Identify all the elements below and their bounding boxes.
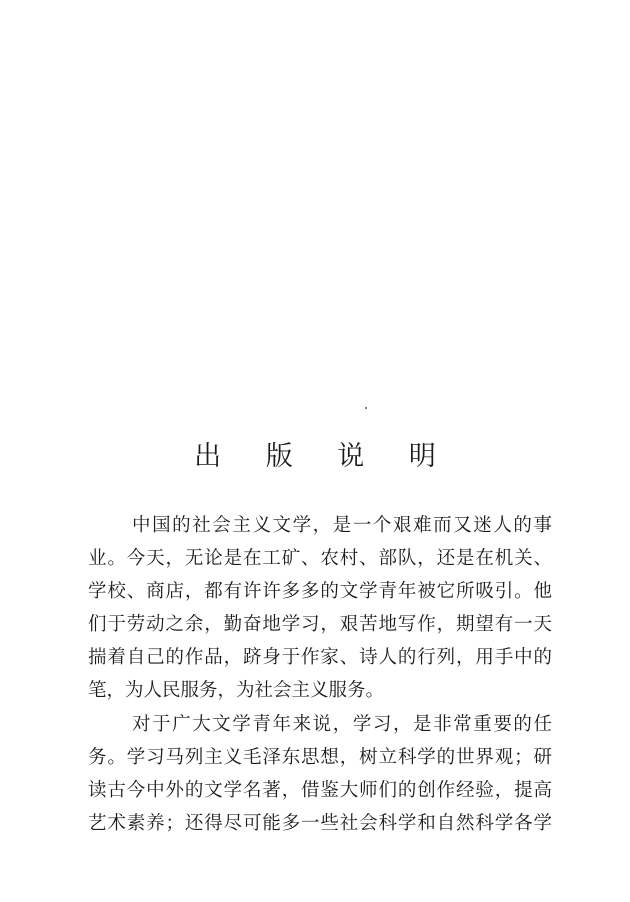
- text-line: 们于劳动之余，勤奋地学习，艰苦地写作，期望有一天: [88, 614, 552, 635]
- text-line: 笔，为人民服务，为社会主义服务。: [88, 680, 385, 701]
- body-text: [88, 509, 552, 840]
- text-line: 对于广大文学青年来说，学习，是非常重要的任: [132, 714, 552, 735]
- text-line: 务。学习马列主义毛泽东思想，树立科学的世界观；研: [88, 747, 552, 768]
- text-line: 艺术素养；还得尽可能多一些社会科学和自然科学各学: [88, 813, 552, 834]
- text-line: 中国的社会主义文学，是一个艰难而又迷人的事: [132, 515, 552, 536]
- print-speck: [365, 407, 367, 409]
- text-line: 揣着自己的作品，跻身于作家、诗人的行列，用手中的: [88, 647, 552, 668]
- text-line: 业。今天，无论是在工矿、农村、部队，还是在机关、: [88, 548, 552, 569]
- paragraph-1: [88, 509, 552, 707]
- paragraph-2: [88, 708, 552, 840]
- text-line: 学校、商店，都有许许多多的文学青年被它所吸引。他: [88, 581, 552, 602]
- text-line: 读古今中外的文学名著，借鉴大师们的创作经验，提高: [88, 780, 552, 801]
- page-title: 出 版 说 明: [194, 441, 454, 472]
